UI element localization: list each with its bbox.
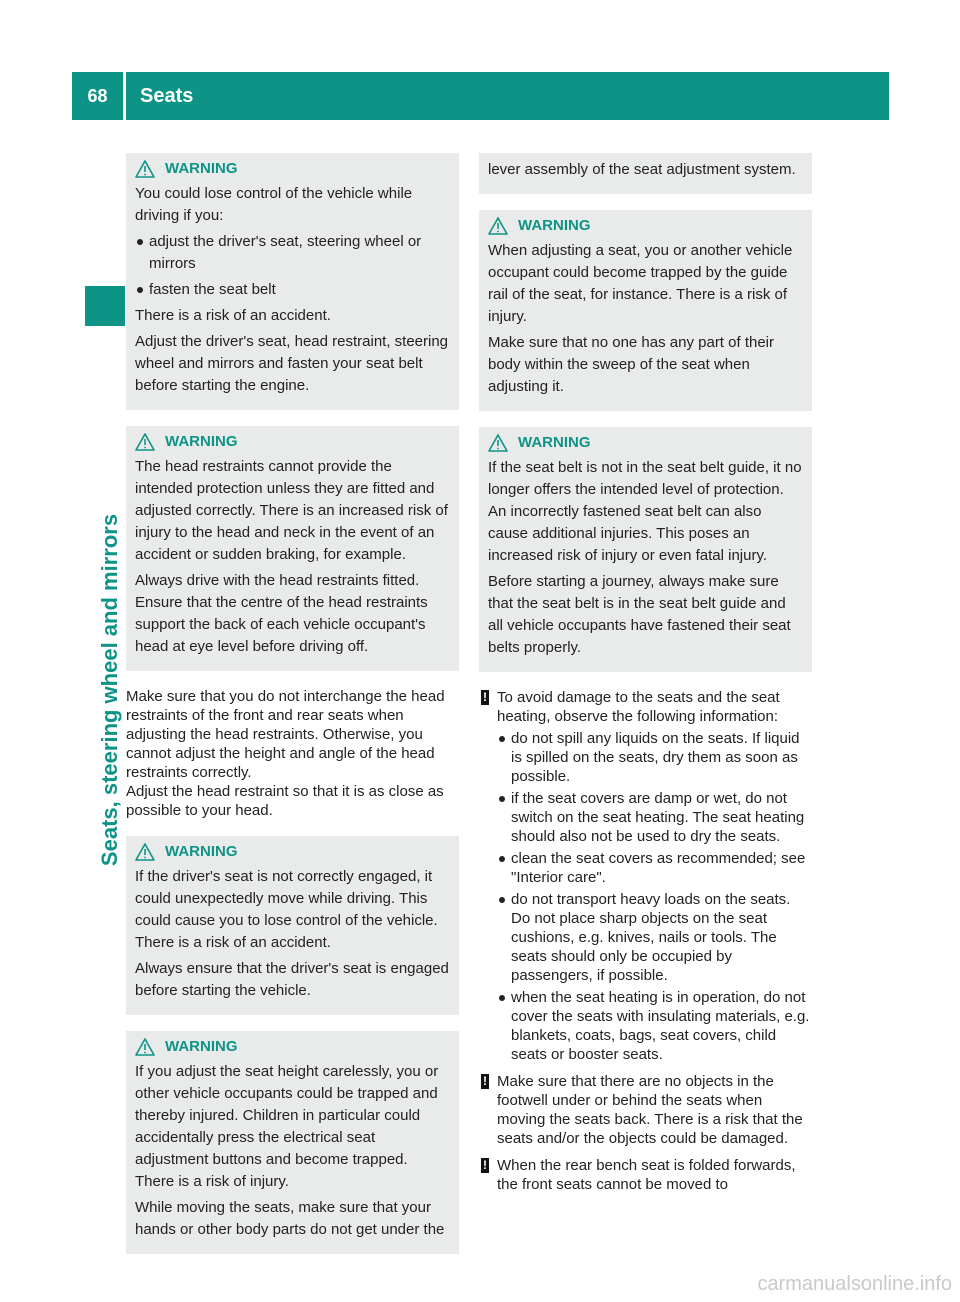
page-number: 68 xyxy=(87,85,108,106)
list-item: fasten the seat belt xyxy=(135,279,450,301)
side-tab-label: Seats, steering wheel and mirrors xyxy=(97,513,122,867)
exclamation-icon: ! xyxy=(483,690,487,704)
list-item: if the seat covers are damp or wet, do not switch on the seat heating. The seat heating should also not be used to dry the seats. xyxy=(497,789,812,846)
body-paragraph: Make sure that you do not interchange the head restraints of the front and rear seats when adjusting the head restraints. Otherwise, you cannot adjust the height and angle of the head restraints correctly. xyxy=(126,688,445,781)
warning-text: Always ensure that the driver's seat is engaged before starting the vehicle. xyxy=(135,960,449,999)
right-column xyxy=(479,153,812,1202)
left-column xyxy=(126,153,459,1270)
watermark: carmanualsonline.info xyxy=(757,1273,952,1295)
warning-text: Always drive with the head restraints fitted. Ensure that the centre of the head restraints support the back of each vehicle occupant's head at eye level before driving off. xyxy=(135,572,428,655)
notice-text: When the rear bench seat is folded forwards, the front seats cannot be moved to xyxy=(497,1157,796,1193)
warning-text: You could lose control of the vehicle while driving if you: xyxy=(135,185,413,224)
list-item: clean the seat covers as recommended; see "Interior care". xyxy=(497,849,812,887)
warning-box xyxy=(126,426,459,671)
warning-text: If the seat belt is not in the seat belt guide, it no longer offers the intended level of protection. An incorrectly fastened seat belt can also cause additional injuries. This poses an increased risk of injury or even fatal injury. xyxy=(488,459,802,564)
warning-title-text: WARNING xyxy=(165,433,238,450)
warning-title-text: WARNING xyxy=(518,434,591,451)
exclamation-icon: ! xyxy=(483,1074,487,1088)
list-item: adjust the driver's seat, steering wheel or mirrors xyxy=(135,231,450,275)
header-divider xyxy=(123,72,126,120)
page-title: Seats xyxy=(140,84,194,107)
warning-title-text: WARNING xyxy=(165,160,238,177)
body-paragraph: Adjust the head restraint so that it is as close as possible to your head. xyxy=(126,783,444,819)
warning-box xyxy=(126,1031,459,1254)
warning-title xyxy=(488,214,803,238)
side-tab-marker xyxy=(85,286,125,326)
warning-text: When adjusting a seat, you or another vehicle occupant could become trapped by the guide rail of the seat, for instance. There is a risk of injury. xyxy=(488,242,793,325)
notice-text: To avoid damage to the seats and the seat heating, observe the following information: xyxy=(497,689,780,725)
warning-box xyxy=(479,427,812,672)
warning-text: The head restraints cannot provide the intended protection unless they are fitted and adjusted correctly. There is an increased risk of injury to the head and neck in the event of an accident or sudden braking, for example. xyxy=(135,458,448,563)
warning-title xyxy=(135,157,450,181)
warning-triangle-icon xyxy=(135,160,155,178)
list-item: do not transport heavy loads on the seats. Do not place sharp objects on the seat cushions, e.g. knives, nails or tools. The seats should only be occupied by passengers, if possible. xyxy=(497,890,812,985)
warning-box xyxy=(479,210,812,411)
warning-title xyxy=(135,1035,450,1059)
warning-text: While moving the seats, make sure that your hands or other body parts do not get under the xyxy=(135,1199,445,1238)
warning-triangle-icon xyxy=(488,434,508,452)
warning-title-text: WARNING xyxy=(518,217,591,234)
notice-block xyxy=(479,1072,812,1148)
notice-block xyxy=(479,688,812,1064)
warning-text: There is a risk of an accident. xyxy=(135,307,331,324)
warning-box xyxy=(126,836,459,1015)
warning-triangle-icon xyxy=(135,433,155,451)
list-item: do not spill any liquids on the seats. If liquid is spilled on the seats, dry them as soon as possible. xyxy=(497,729,812,786)
warning-text: Adjust the driver's seat, head restraint, steering wheel and mirrors and fasten your seat belt before starting the engine. xyxy=(135,333,449,394)
header-bar xyxy=(72,72,889,120)
warning-title xyxy=(135,430,450,454)
warning-title-text: WARNING xyxy=(165,1038,238,1055)
notice-text: Make sure that there are no objects in the footwell under or behind the seats when moving the seats back. There is a risk that the seats and/or the objects could be damaged. xyxy=(497,1073,803,1147)
notice-block xyxy=(479,1156,812,1194)
warning-title xyxy=(135,840,450,864)
warning-text: If you adjust the seat height carelessly, you or other vehicle occupants could be trapped and thereby injured. Children in particular could accidentally press the electrical seat adjustment buttons and become trapped. There is a risk of injury. xyxy=(135,1063,439,1190)
warning-title xyxy=(488,431,803,455)
warning-triangle-icon xyxy=(135,843,155,861)
warning-box xyxy=(126,153,459,410)
warning-text: Make sure that no one has any part of their body within the sweep of the seat when adjusting it. xyxy=(488,334,775,395)
warning-text: lever assembly of the seat adjustment system. xyxy=(488,161,796,178)
warning-triangle-icon xyxy=(488,217,508,235)
warning-triangle-icon xyxy=(135,1038,155,1056)
list-item: when the seat heating is in operation, do not cover the seats with insulating materials, e.g. blankets, coats, bags, seat covers, child seats or booster seats. xyxy=(497,988,812,1064)
warning-box-continuation xyxy=(479,153,812,194)
warning-text: If the driver's seat is not correctly engaged, it could unexpectedly move while driving. This could cause you to lose control of the vehicle. There is a risk of an accident. xyxy=(135,868,438,951)
warning-text: Before starting a journey, always make sure that the seat belt is in the seat belt guide and all vehicle occupants have fastened their seat belts properly. xyxy=(488,573,791,656)
warning-title-text: WARNING xyxy=(165,843,238,860)
exclamation-icon: ! xyxy=(483,1158,487,1172)
